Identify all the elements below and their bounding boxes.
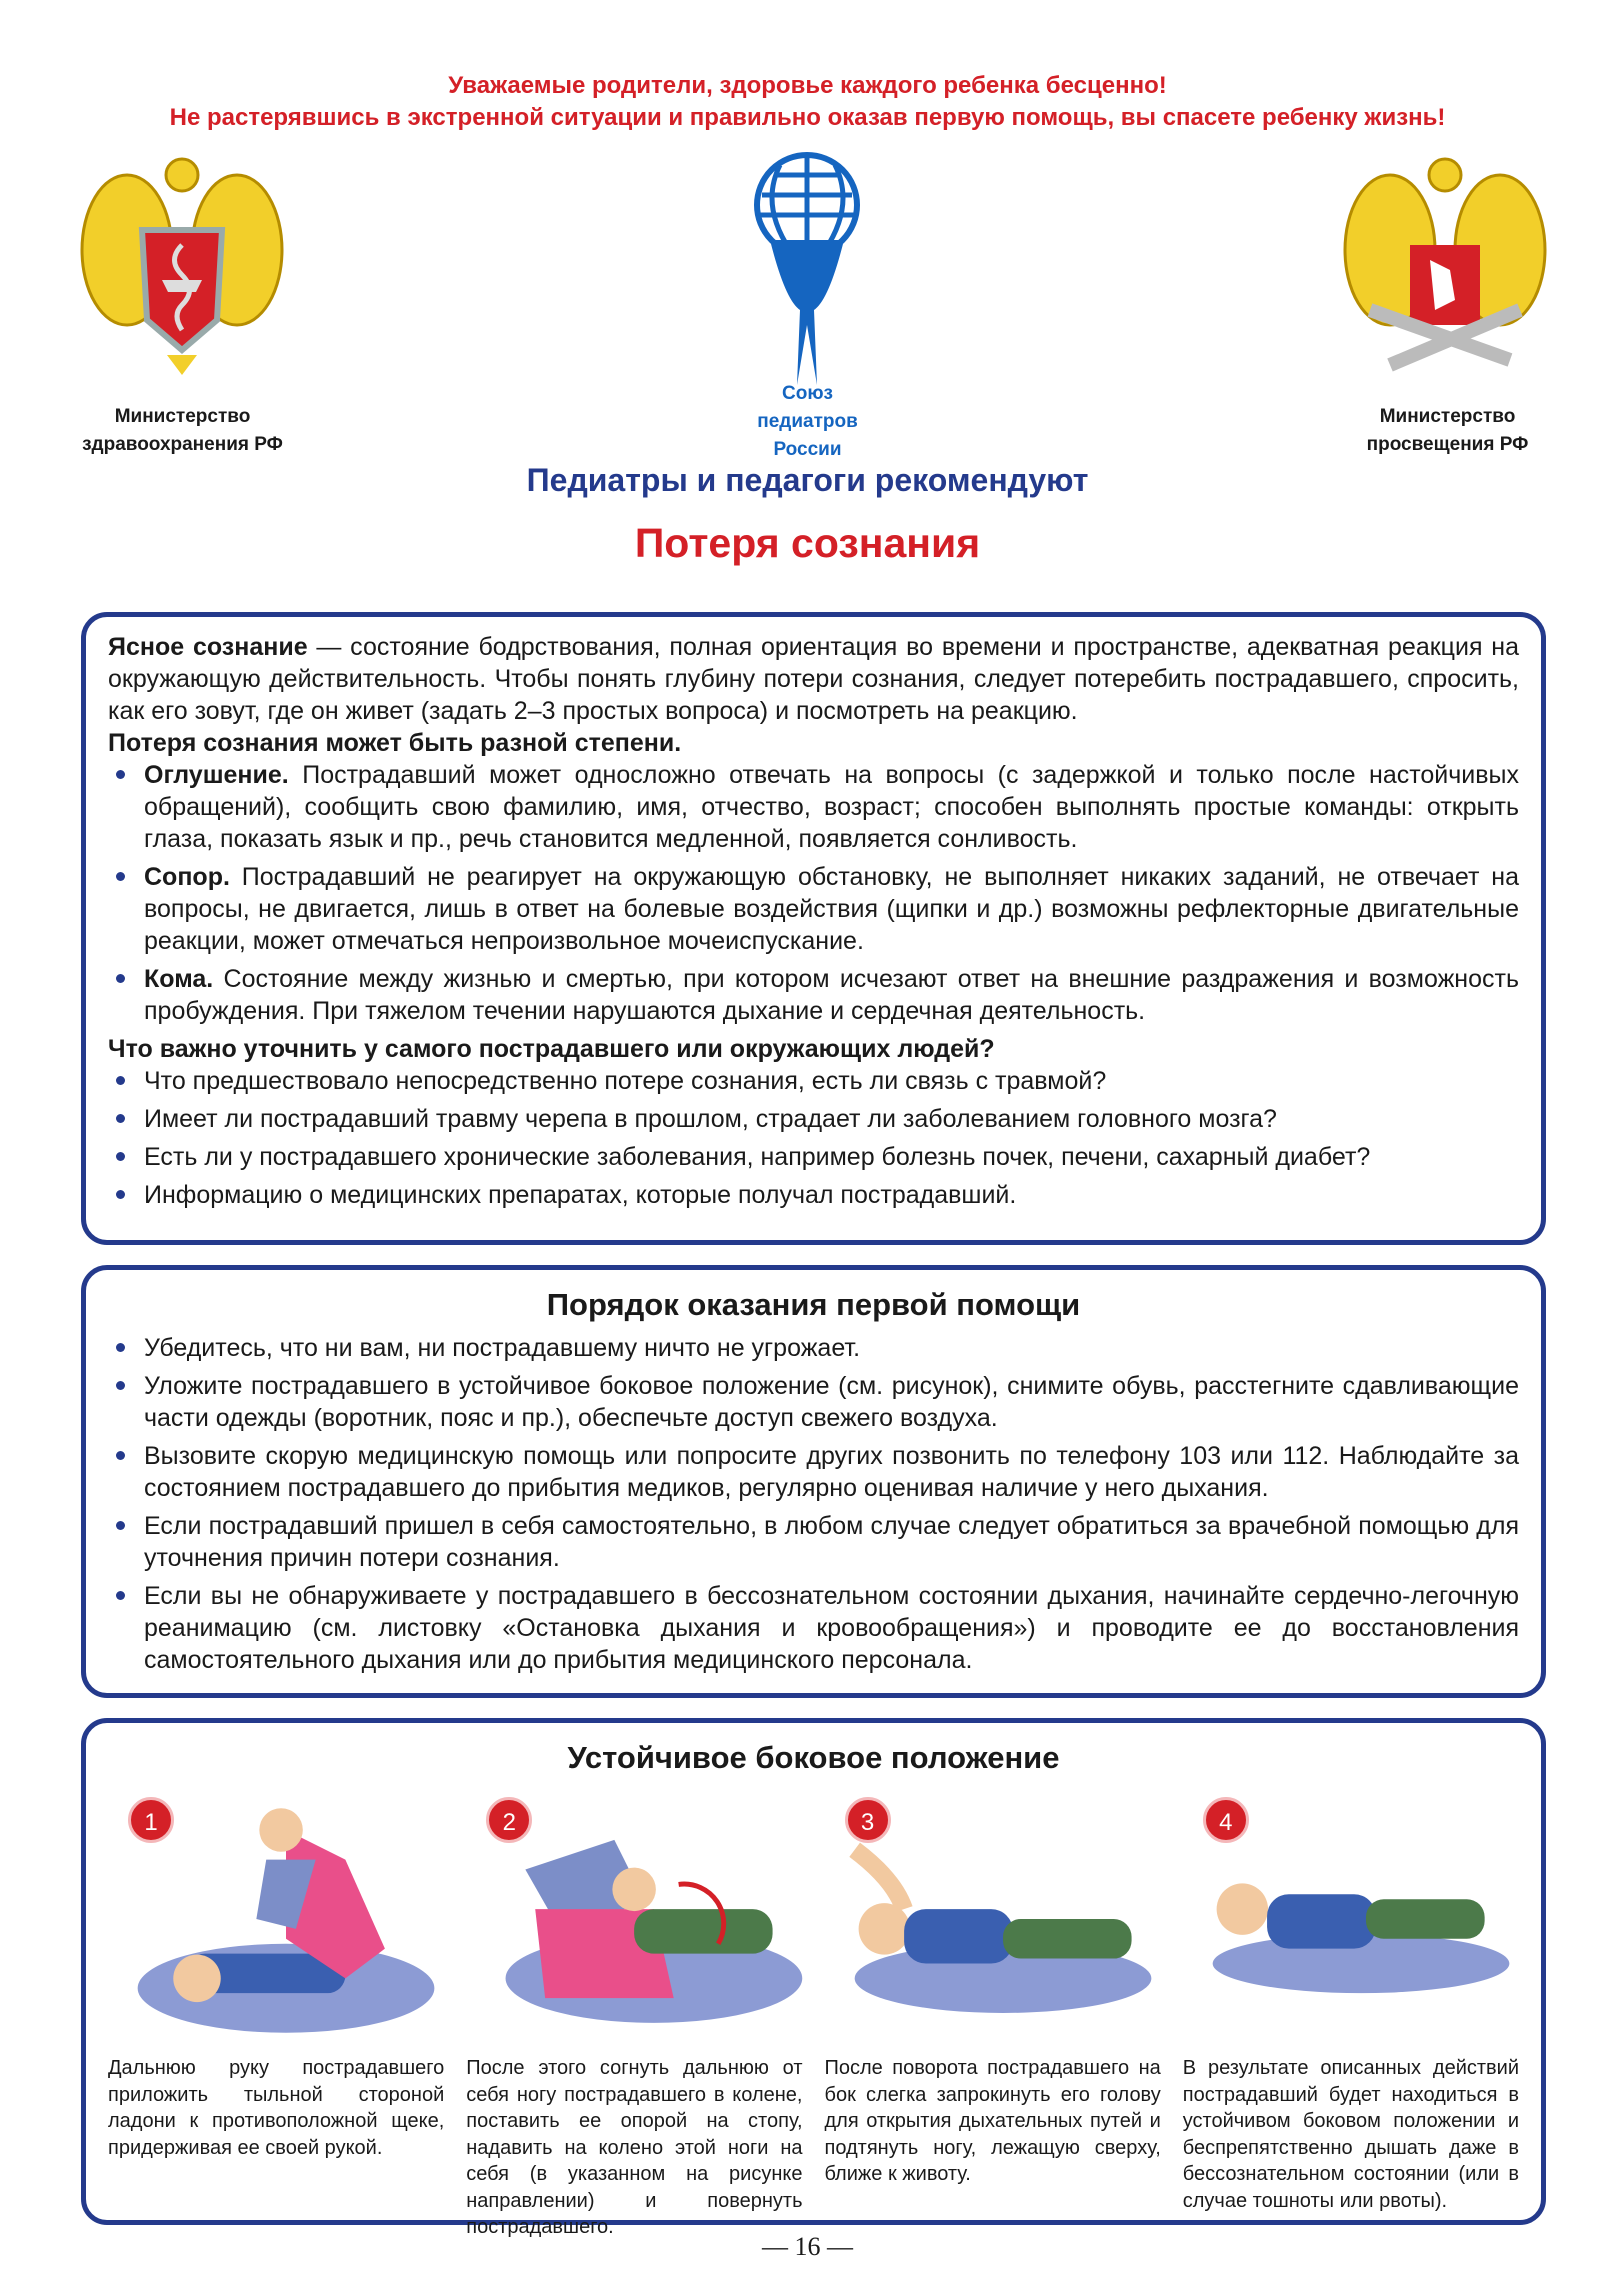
page-number: — 16 — <box>762 2232 853 2261</box>
first-aid-item: Убедитесь, что ни вам, ни пострадавшему ничто не угрожает. <box>108 1332 1519 1364</box>
right-logo-line1: Министерство <box>1379 406 1516 427</box>
recovery-position-section <box>81 1718 1546 2238</box>
first-aid-list <box>108 1332 1519 1676</box>
header-line-1: Уважаемые родители, здоровье каждого ребенка бесценно! <box>448 72 1167 99</box>
left-logo-line2: здравоохранения РФ <box>82 434 283 455</box>
first-aid-item: Если вы не обнаруживаете у пострадавшего в бессознательном состоянии дыхания, начинайте сердечно-легочную реанимацию (см. листовку «Остановка дыхания и кровообращения») и проводите ее до восстановления самостоятельного дыхания или до прибытия медицинского персонала. <box>108 1580 1519 1676</box>
questions-list <box>108 1065 1519 1211</box>
page-title: Потеря сознания <box>634 520 981 566</box>
questions-heading: Что важно уточнить у самого пострадавшего или окружающих людей? <box>108 1035 995 1063</box>
step-text: После этого согнуть дальнюю от себя ногу пострадавшего в колене, поставить ее опорой на стопу, надавить на колено этой ноги на себя (в указанном на рисунке направлении) и повернуть пострадавшего. <box>466 2057 803 2238</box>
step-illustration <box>825 1789 1161 2049</box>
ministry-health-logo <box>67 150 297 385</box>
step-2 <box>466 1789 802 2241</box>
question-item: Что предшествовало непосредственно потере сознания, есть ли связь с травмой? <box>108 1065 1519 1097</box>
consciousness-section <box>81 612 1546 1245</box>
step-number: 1 <box>128 1797 174 1843</box>
intro-term: Ясное сознание <box>108 633 308 661</box>
first-aid-title: Порядок оказания первой помощи <box>546 1287 1081 1322</box>
ministry-education-logo <box>1330 150 1560 385</box>
step-number: 2 <box>486 1797 532 1843</box>
step-illustration <box>108 1789 444 2049</box>
degree-item: Сопор. Пострадавший не реагирует на окружающую обстановку, не выполняет никаких заданий, не отвечает на вопросы, не двигается, лишь в ответ на болевые воздействия (щипки и др.) возможны рефлекторные двигательные реакции, может отмечаться непроизвольное мочеиспускание. <box>108 861 1519 957</box>
step-4 <box>1183 1789 1519 2241</box>
first-aid-item: Уложите пострадавшего в устойчивое боковое положение (см. рисунок), снимите обувь, расстегните сдавливающие части одежды (воротник, пояс и пр.), обеспечьте доступ свежего воздуха. <box>108 1370 1519 1434</box>
center-logo-line3: России <box>773 439 842 460</box>
question-item: Имеет ли пострадавший травму черепа в прошлом, страдает ли заболеванием головного мозга? <box>108 1103 1519 1135</box>
step-number: 3 <box>845 1797 891 1843</box>
pediatricians-union-logo <box>750 150 865 390</box>
step-1 <box>108 1789 444 2241</box>
step-illustration <box>466 1789 802 2049</box>
right-logo-line2: просвещения РФ <box>1366 434 1529 455</box>
center-logo-line1: Союз <box>782 383 833 404</box>
center-logo-line2: педиатров <box>757 411 858 432</box>
recovery-position-title: Устойчивое боковое положение <box>567 1740 1060 1775</box>
step-text: В результате описанных действий пострадавший будет находиться в устойчивом боковом положении и беспрепятственно дышать даже в бессознательном состоянии (или в случае тошноты или рвоты). <box>1182 2057 1519 2212</box>
first-aid-item: Вызовите скорую медицинскую помощь или попросите других позвонить по телефону 103 или 112. Наблюдайте за состоянием пострадавшего до прибытия медиков, регулярно оценивая наличие у него дыхания. <box>108 1440 1519 1504</box>
header-line-2: Не растерявшись в экстренной ситуации и правильно оказав первую помощь, вы спасете ребенку жизнь! <box>169 104 1446 131</box>
intro-text: — состояние бодрствования, полная ориентация во времени и пространстве, адекватная реакция на окружающую действительность. Чтобы понять глубину потери сознания, следует потеребить пострадавшего, спросить, как его зовут, где он живет (задать 2–3 простых вопроса) и посмотреть на реакцию. <box>108 633 1519 725</box>
step-text: После поворота пострадавшего на бок слегка запрокинуть его голову для открытия дыхательных путей и подтянуть ногу, лежащую сверху, ближе к животу. <box>824 2057 1161 2185</box>
health-emblem-icon <box>67 150 297 380</box>
globe-figure-icon <box>750 150 865 385</box>
degree-item: Оглушение. Пострадавший может односложно отвечать на вопросы (с задержкой и только после настойчивых обращений), сообщить свою фамилию, имя, отчество, возраст; способен выполнять простые команды: открыть глаза, показать язык и пр., речь становится медленной, появляется сонливость. <box>108 759 1519 855</box>
step-text: Дальнюю руку пострадавшего приложить тыльной стороной ладони к противоположной щеке, придерживая ее своей рукой. <box>108 2057 445 2159</box>
question-item: Есть ли у пострадавшего хронические заболевания, например болезнь почек, печени, сахарный диабет? <box>108 1141 1519 1173</box>
step-illustration <box>1183 1789 1519 2049</box>
step-3 <box>825 1789 1161 2241</box>
first-aid-item: Если пострадавший пришел в себя самостоятельно, в любом случае следует обратиться за врачебной помощью для уточнения причин потери сознания. <box>108 1510 1519 1574</box>
subtitle: Педиатры и педагоги рекомендуют <box>526 462 1089 498</box>
left-logo-line1: Министерство <box>114 406 251 427</box>
first-aid-section <box>81 1265 1546 1698</box>
degrees-list <box>108 759 1519 1027</box>
degrees-heading: Потеря сознания может быть разной степени. <box>108 729 682 757</box>
degree-item: Кома. Состояние между жизнью и смертью, при котором исчезают ответ на внешние раздражения и возможность пробуждения. При тяжелом течении нарушаются дыхание и сердечная деятельность. <box>108 963 1519 1027</box>
education-emblem-icon <box>1330 150 1560 380</box>
step-number: 4 <box>1203 1797 1249 1843</box>
question-item: Информацию о медицинских препаратах, которые получал пострадавший. <box>108 1179 1519 1211</box>
